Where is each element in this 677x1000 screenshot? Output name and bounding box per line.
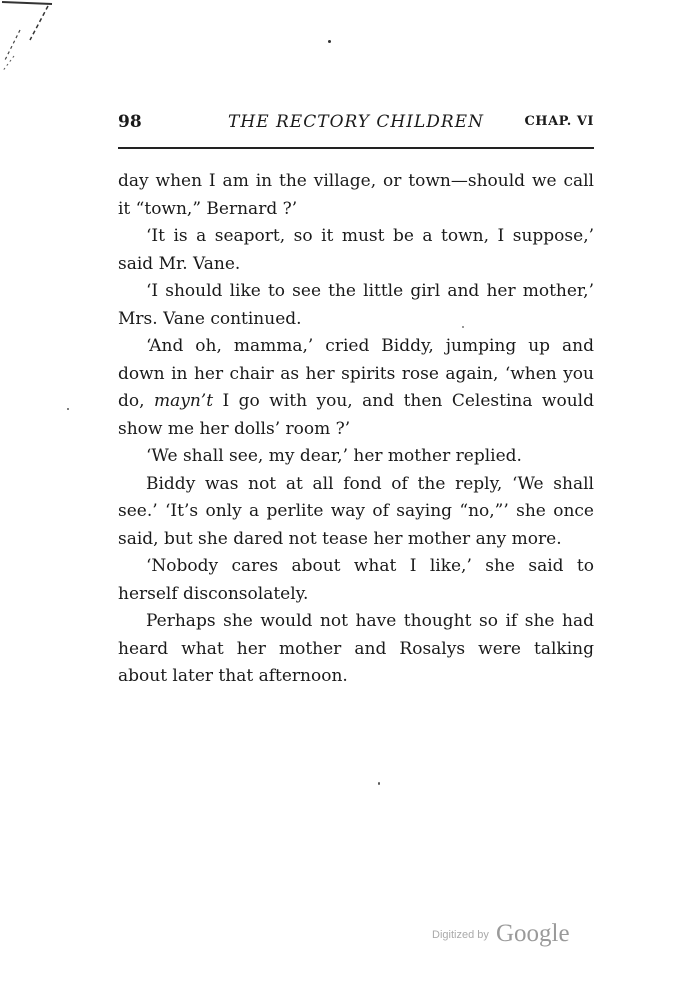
scan-speck: [328, 40, 331, 43]
paragraph-4-part-2: I go with you, and then Celestina would show me her dolls’ room ?’: [118, 391, 594, 439]
body-text: [118, 168, 594, 691]
page-number: 98: [118, 112, 142, 132]
paragraph-4-part-1: ‘And oh, mamma,’ cried Biddy, jumping up and down in her chair as her spirits rose again, ‘when you do,: [118, 336, 594, 411]
chapter-label: CHAP. VI: [524, 114, 594, 129]
paragraph-7: ‘Nobody cares about what I like,’ she said to herself disconsolately.: [118, 556, 594, 604]
digitized-by-label: Digitized by: [432, 929, 489, 941]
running-header: [118, 112, 594, 134]
scan-speck: [67, 408, 69, 410]
scan-corner-marks: [0, 0, 60, 80]
paragraph-2: ‘It is a seaport, so it must be a town, I suppose,’ said Mr. Vane.: [118, 226, 594, 274]
header-rule: [118, 147, 594, 149]
digitized-watermark: [432, 920, 570, 948]
paragraph-8: Perhaps she would not have thought so if she had heard what her mother and Rosalys were talking about later that afternoon.: [118, 611, 594, 686]
google-logo: Google: [495, 920, 570, 947]
running-title: THE RECTORY CHILDREN: [228, 112, 484, 132]
paragraph-5: ‘We shall see, my dear,’ her mother replied.: [146, 446, 522, 466]
paragraph-4: [118, 333, 594, 443]
paragraph-1: day when I am in the village, or town—should we call it “town,” Bernard ?’: [118, 171, 594, 219]
paragraph-4-emphasis: mayn’t: [153, 391, 214, 411]
scan-speck: [378, 782, 380, 785]
paragraph-3: ‘I should like to see the little girl and her mother,’ Mrs. Vane continued.: [118, 281, 594, 329]
paragraph-6: Biddy was not at all fond of the reply, ‘We shall see.’ ‘It’s only a perlite way of saying “no,”’ she once said, but she dared not tease her mother any more.: [118, 473, 594, 549]
